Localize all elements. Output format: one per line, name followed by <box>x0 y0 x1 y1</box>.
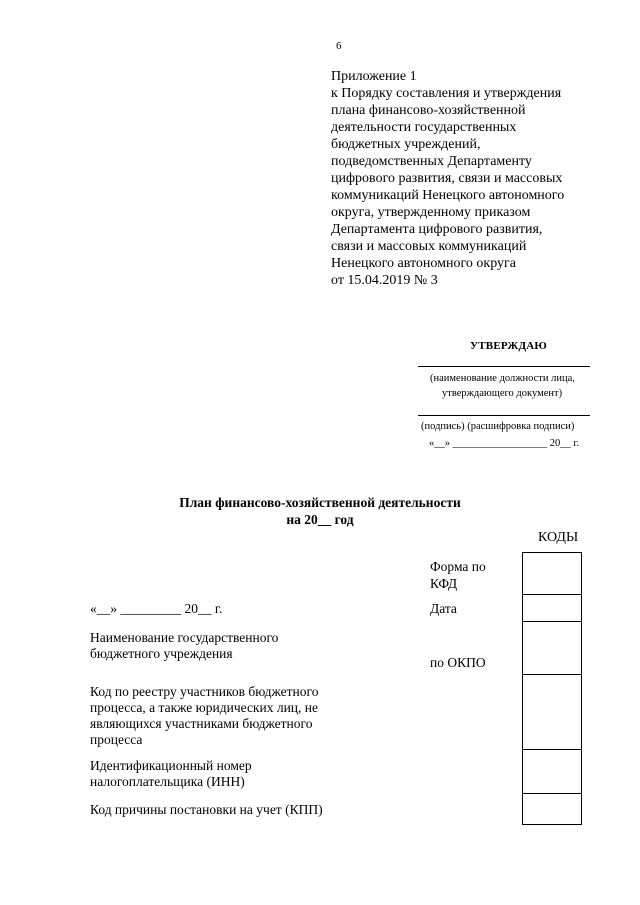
label-line: налогоплательщика (ИНН) <box>90 774 245 789</box>
appendix-line: к Порядку составления и утверждения <box>331 86 562 101</box>
appendix-line: цифрового развития, связи и массовых <box>331 171 563 186</box>
appendix-line: округа, утвержденному приказом <box>331 205 531 220</box>
position-line <box>418 366 590 367</box>
registry-code-label <box>90 684 318 748</box>
okpo-label: по ОКПО <box>430 655 486 670</box>
appendix-line: Департамента цифрового развития, <box>331 222 543 237</box>
kpp-label: Код причины постановки на учет (КПП) <box>90 802 323 817</box>
inn-label <box>90 758 252 790</box>
appendix-line: плана финансово-хозяйственной <box>331 103 526 118</box>
codes-divider <box>523 621 581 622</box>
plan-title <box>0 494 640 528</box>
appendix-line: бюджетных учреждений, <box>331 137 481 152</box>
appendix-line: Приложение 1 <box>331 69 417 84</box>
signature-hint: (подпись) (расшифровка подписи) <box>421 421 575 432</box>
codes-divider <box>523 749 581 750</box>
codes-divider <box>523 793 581 794</box>
appendix-line: деятельности государственных <box>331 120 517 135</box>
form-label <box>430 558 486 592</box>
appendix-line: коммуникаций Ненецкого автономного <box>331 188 565 203</box>
label-line: Идентификационный номер <box>90 758 252 773</box>
codes-table <box>522 552 582 825</box>
institution-name-label <box>90 630 278 662</box>
label-line: Код по реестру участников бюджетного <box>90 684 319 699</box>
plan-title-line: План финансово-хозяйственной деятельности <box>179 495 461 510</box>
date-label: Дата <box>430 601 457 616</box>
appendix-header <box>331 68 631 289</box>
page-number: 6 <box>336 40 342 52</box>
appendix-line: от 15.04.2019 № 3 <box>331 273 438 288</box>
document-date-line: «__» _________ 20__ г. <box>90 601 223 616</box>
codes-header: КОДЫ <box>538 530 579 545</box>
position-hint: (наименование должности лица, <box>430 373 575 384</box>
label-line: процесса, а также юридических лиц, не <box>90 700 318 715</box>
codes-divider <box>523 674 581 675</box>
form-label-line: Форма по <box>430 559 486 574</box>
form-label-line: КФД <box>430 576 458 591</box>
appendix-line: Ненецкого автономного округа <box>331 256 516 271</box>
appendix-line: подведомственных Департаменту <box>331 154 532 169</box>
codes-divider <box>523 594 581 595</box>
label-line: процесса <box>90 732 143 747</box>
approval-title: УТВЕРЖДАЮ <box>470 340 547 352</box>
approval-date-line: «__» __________________ 20__ г. <box>429 438 580 449</box>
label-line: Наименование государственного <box>90 630 279 645</box>
signature-line <box>418 415 590 416</box>
position-hint: утверждающего документ) <box>442 388 563 399</box>
appendix-line: связи и массовых коммуникаций <box>331 239 527 254</box>
label-line: являющихся участниками бюджетного <box>90 716 313 731</box>
plan-title-line: на 20__ год <box>286 512 354 527</box>
label-line: бюджетного учреждения <box>90 646 233 661</box>
